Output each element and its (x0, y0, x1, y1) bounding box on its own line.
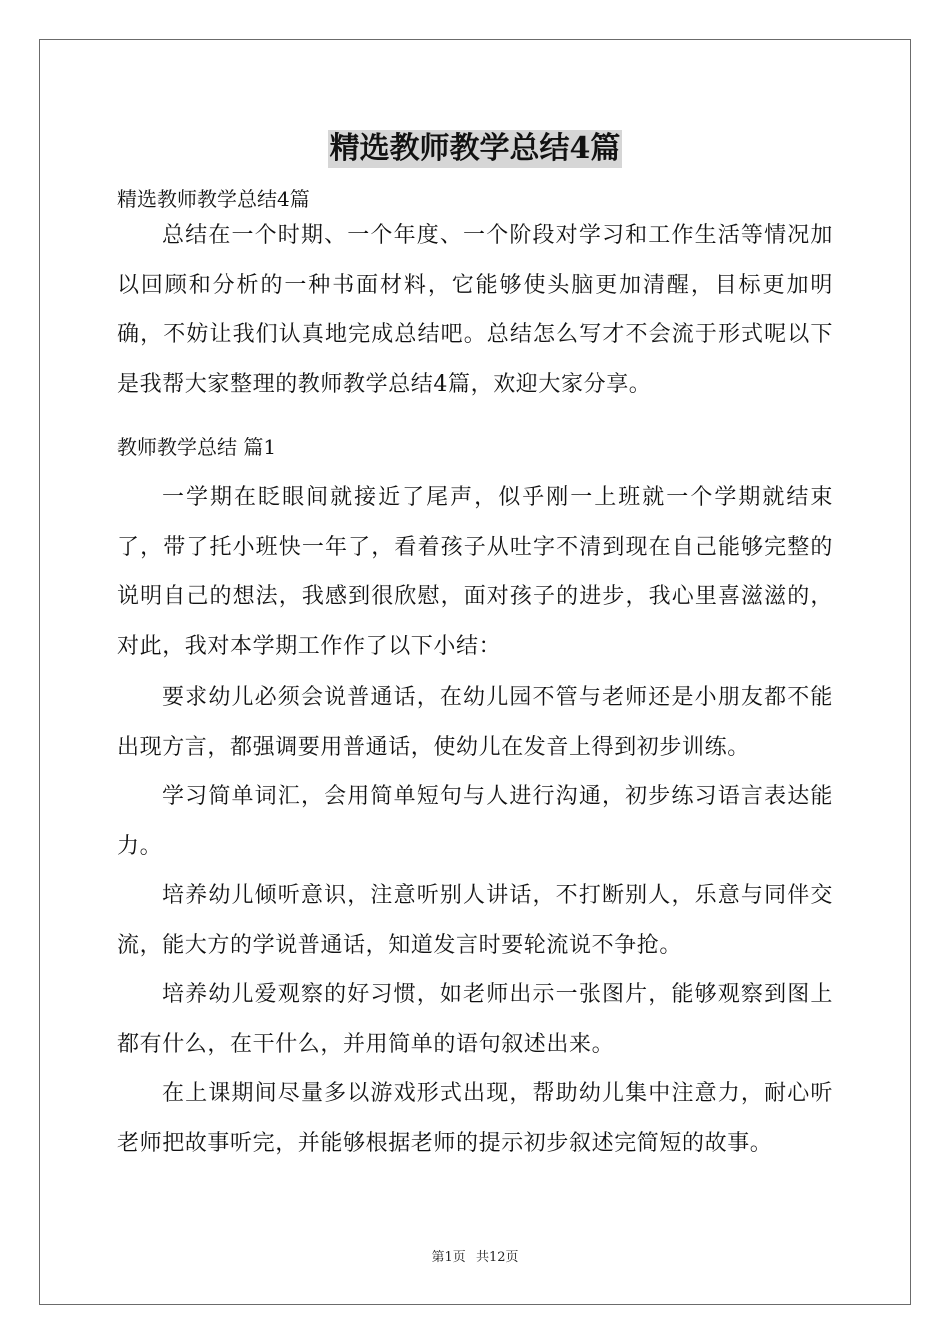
section-heading: 教师教学总结 篇1 (117, 435, 277, 459)
body-paragraph-2: 要求幼儿必须会说普通话，在幼儿园不管与老师还是小朋友都不能出现方言，都强调要用普通话，使幼儿在发音上得到初步训练。 (117, 685, 833, 760)
body-paragraph-6: 在上课期间尽量多以游戏形式出现，帮助幼儿集中注意力，耐心听老师把故事听完，并能够根据老师的提示初步叙述完简短的故事。 (117, 1081, 833, 1156)
document-subtitle: 精选教师教学总结4篇 (117, 187, 310, 211)
page-number: 第1页 (431, 1250, 466, 1265)
page-footer (0, 1249, 950, 1267)
body-paragraph-3: 学习简单词汇，会用简单短句与人进行沟通，初步练习语言表达能力。 (117, 784, 833, 859)
title-container (0, 130, 950, 168)
body-paragraph-1: 一学期在眨眼间就接近了尾声，似乎刚一上班就一个学期就结束了，带了托小班快一年了，看着孩子从吐字不清到现在自己能够完整的说明自己的想法，我感到很欣慰，面对孩子的进步，我心里喜滋滋的，对此，我对本学期工作作了以下小结： (117, 485, 833, 659)
page-total: 共12页 (475, 1250, 519, 1265)
body-paragraph-4: 培养幼儿倾听意识，注意听别人讲话，不打断别人，乐意与同伴交流，能大方的学说普通话，知道发言时要轮流说不争抢。 (117, 883, 833, 958)
intro-paragraph: 总结在一个时期、一个年度、一个阶段对学习和工作生活等情况加以回顾和分析的一种书面材料，它能够使头脑更加清醒，目标更加明确，不妨让我们认真地完成总结吧。总结怎么写才不会流于形式呢以下是我帮大家整理的教师教学总结4篇，欢迎大家分享。 (117, 223, 833, 397)
body-paragraph-5: 培养幼儿爱观察的好习惯，如老师出示一张图片，能够观察到图上都有什么，在干什么，并用简单的语句叙述出来。 (117, 982, 833, 1057)
document-title: 精选教师教学总结4篇 (329, 131, 621, 166)
